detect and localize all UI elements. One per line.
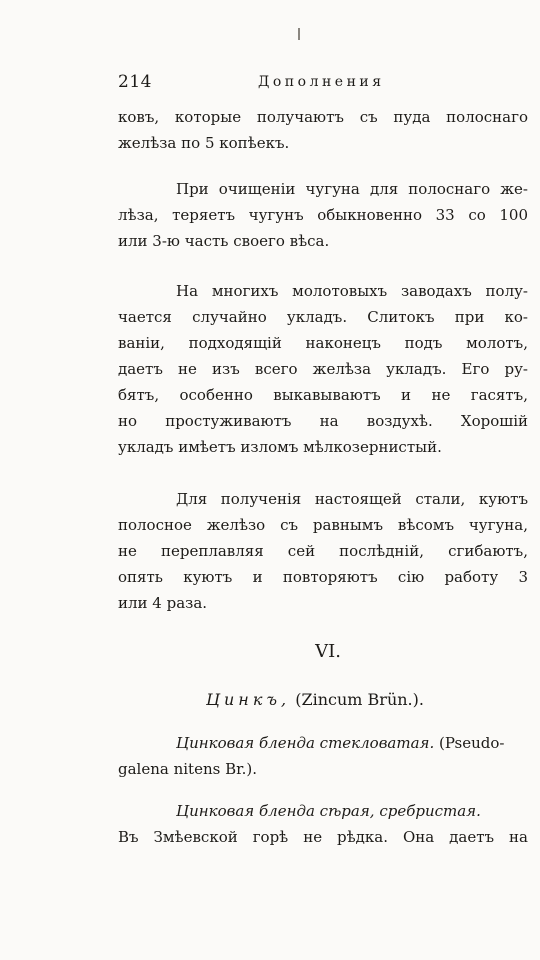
text-line: бятъ, особенно выкавываютъ и не гасятъ, (118, 386, 528, 404)
text-line: При очищеніи чугуна для полоснаго же- (176, 180, 528, 198)
page-header (118, 72, 418, 96)
running-head: Дополнения (258, 74, 385, 90)
text-line: даетъ не изъ всего желѣза укладъ. Его ру- (118, 360, 528, 378)
entry-latin: (Pseudo- (434, 734, 505, 752)
text-line: ковъ, которые получаютъ съ пуда полоснаго (118, 108, 528, 126)
text-line: чается случайно укладъ. Слитокъ при ко- (118, 308, 528, 326)
text-line: полосное желѣзо съ равнымъ вѣсомъ чугуна, (118, 516, 528, 534)
entry-heading: Цинковая бленда стекловатая. (176, 734, 435, 752)
text-line: Для полученія настоящей стали, куютъ (176, 490, 528, 508)
text-line: На многихъ молотовыхъ заводахъ полу- (176, 282, 528, 300)
entry-line (118, 730, 528, 756)
page-number: 214 (118, 72, 152, 92)
text-line: опять куютъ и повторяютъ сію работу 3 (118, 568, 528, 586)
text-line: или 4 раза. (118, 594, 208, 612)
entry-line: galena nitens Br.). (118, 760, 258, 778)
text-line: укладъ имѣетъ изломъ мѣлкозернистый. (118, 438, 442, 456)
entry-line: Въ Змѣевской горѣ не рѣдка. Она даетъ на (118, 828, 528, 846)
section-number: VI. (315, 641, 341, 662)
page-mark (298, 28, 300, 40)
section-title-russian: Цинкъ, (206, 690, 291, 709)
text-line: не переплавляя сей послѣдній, сгибаютъ, (118, 542, 528, 560)
text-line: или 3-ю часть своего вѣса. (118, 232, 330, 250)
entry-line (118, 798, 528, 824)
section-title (118, 686, 528, 714)
text-line: ваніи, подходящій наконецъ подъ молотъ, (118, 334, 528, 352)
body-text (118, 104, 528, 850)
text-line: желѣза по 5 копѣекъ. (118, 134, 290, 152)
text-line: лѣза, теряетъ чугунъ обыкновенно 33 со 100 (118, 206, 528, 224)
entry-heading: Цинковая бленда сѣрая, сребристая. (176, 802, 481, 820)
text-line: но простуживаютъ на воздухѣ. Хорошій (118, 412, 528, 430)
section-title-latin: (Zincum Brün.). (295, 690, 424, 709)
